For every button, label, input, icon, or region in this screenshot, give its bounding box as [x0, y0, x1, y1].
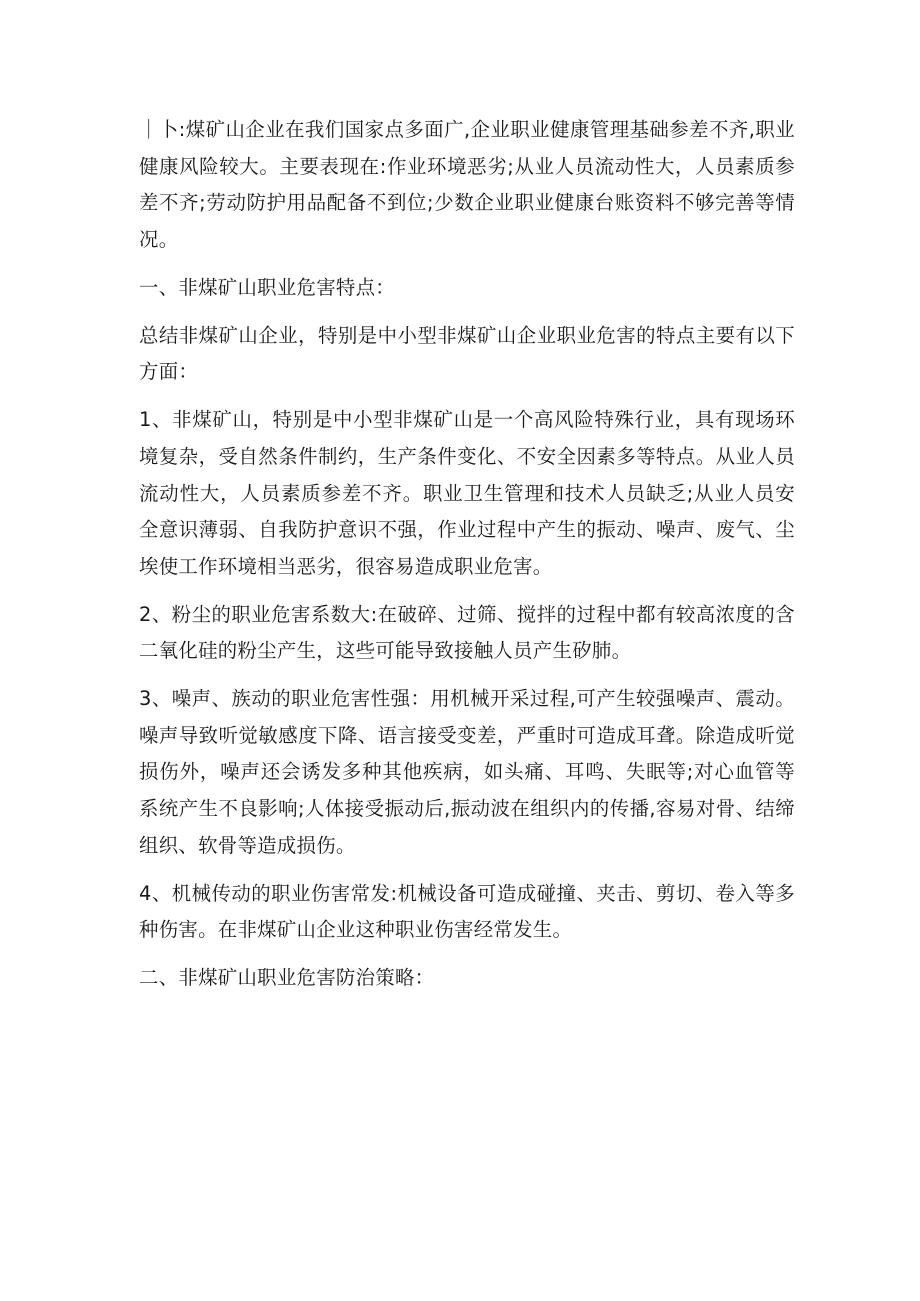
summary-paragraph: 总结非煤矿山企业，特别是中小型非煤矿山企业职业危害的特点主要有以下方面：: [139, 323, 795, 384]
point-2-paragraph: 2、粉尘的职业危害系数大:在破碎、过筛、搅拌的过程中都有较高浓度的含二氧化硅的粉尘产生，这些可能导致接触人员产生矽肺。: [139, 602, 795, 663]
point-3-paragraph: 3、噪声、族动的职业危害性强：用机械开采过程,可产生较强噪声、震动。噪声导致听觉敏感度下降、语言接受变差，严重时可造成耳聋。除造成听觉损伤外，噪声还会诱发多种其他疾病，如头痛、耳鸣、失眠等;对心血管等系统产生不良影响;人体接受振动后,振动波在组织内的传播,容易对骨、结缔组织、软骨等造成损伤。: [139, 687, 795, 857]
intro-paragraph: ｜卜:煤矿山企业在我们国家点多面广,企业职业健康管理基础参差不齐,职业健康风险较大。主要表现在:作业环境恶劣;从业人员流动性大，人员素质参差不齐;劳动防护用品配备不到位;少数企业职业健康台账资料不够完善等情况。: [139, 118, 795, 251]
point-4-paragraph: 4、机械传动的职业伤害常发:机械设备可造成碰撞、夹击、剪切、卷入等多种伤害。在非煤矿山企业这种职业伤害经常发生。: [139, 881, 795, 942]
section-heading-2: 二、非煤矿山职业危害防治策略：: [139, 966, 435, 990]
point-1-paragraph: 1、非煤矿山，特别是中小型非煤矿山是一个高风险特殊行业，具有现场环境复杂，受自然条件制约，生产条件变化、不安全因素多等特点。从业人员流动性大，人员素质参差不齐。职业卫生管理和技术人员缺乏;从业人员安全意识薄弱、自我防护意识不强，作业过程中产生的振动、噪声、废气、尘埃使工作环境相当恶劣，很容易造成职业危害。: [139, 408, 795, 578]
section-heading-1: 一、非煤矿山职业危害特点：: [139, 275, 395, 299]
document-body: [139, 112, 795, 1008]
